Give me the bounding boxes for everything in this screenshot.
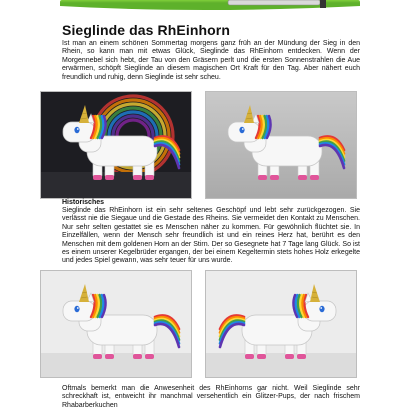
- history-paragraph: Sieglinde das RhEinhorn ist ein sehr seltenes Geschöpf und lebt sehr zurückgezogen. Sie verlässt nie die Siegaue und die Gestade des Rheins. Sie vermeidet den Kontakt zu Menschen. Nur sehr selten gestattet sie es Menschen näher zu kommen. Für gewöhnlich flüchtet sie. In Einzelfällen, wenn der Mensch sehr freundlich ist und ein reines Herz hat, berührt es den Menschen mit dem goldenen Horn an der Stirn. Der so Gesegnete hat 7 Tage lang Glück. So ist es einem unserer Kegelbrüder ergangen, der bei einem Kegeltermin stets hohes Holz erkegelte und jedes Spiel gewann, was sehr teuer für uns wurde.: [62, 207, 360, 265]
- history-heading: Historisches: [62, 199, 105, 206]
- intro-paragraph: Ist man an einem schönen Sommertag morgens ganz früh an der Mündung der Sieg in den Rhein, so kann man mit etwas Glück, Sieglinde das RhEinhorn entdecken. Wenn der Morgennebel sich hebt, der Tau von den Gräsern perlt und die ersten Sonnenstrahlen die Aue erwärmen, schöpft Sieglinde an diesem magischen Ort Kraft für den Tag. Aber nähert euch freundlich und ruhig, denn Sieglinde ist sehr scheu.: [62, 40, 360, 81]
- bottom-paragraph: Oftmals bemerkt man die Anwesenheit des RhEinhorns gar nicht. Weil Sieglinde sehr schreckhaft ist, entweicht ihr manchmal versehentlich ein Glitzer-Pups, der nach frischem Rhabarberkuchen: [62, 385, 360, 409]
- header-banner: [0, 0, 400, 14]
- unicorn-photo-2: [205, 91, 357, 199]
- unicorn-photo-3: [40, 270, 192, 378]
- unicorn-photo-4: [205, 270, 357, 378]
- page-title: Sieglinde das RhEinhorn: [62, 22, 230, 38]
- unicorn-photo-1: [40, 91, 192, 199]
